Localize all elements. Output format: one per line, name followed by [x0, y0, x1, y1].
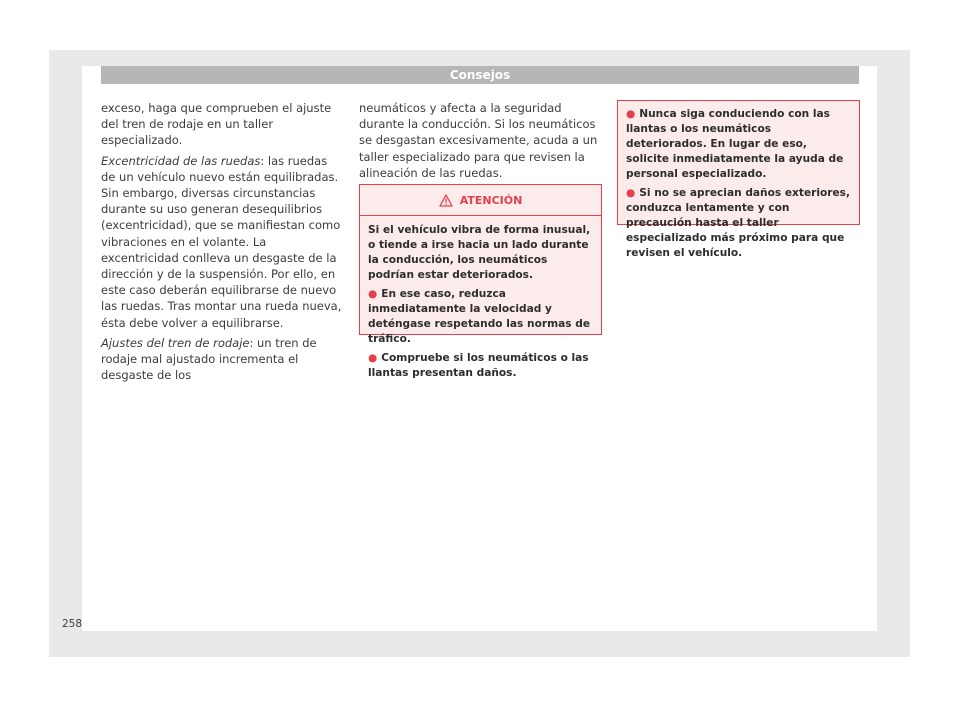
bullet-icon: ●	[626, 187, 636, 199]
warning-box-continued	[617, 100, 860, 259]
warning-header	[360, 185, 601, 216]
term-wheel-eccentricity: Excentricidad de las ruedas	[101, 153, 261, 168]
warning-body	[618, 101, 859, 261]
term-description: : las ruedas de un vehículo nuevo están equilibradas. Sin embargo, diversas circunstancias durante su uso generan desequilibrios (excentricidad), que se manifiestan como vibraciones en el volante. La excentricidad conlleva un desgaste de la dirección y de la suspensión. Por ello, en este caso deberán equilibrarse de nuevo las ruedas. Tras montar una rueda nueva, ésta debe volver a equilibrarse.	[101, 153, 342, 330]
term-suspension-adjustment: Ajustes del tren de rodaje	[101, 335, 250, 350]
warning-bullet: ● En ese caso, reduzca inmediatamente la velocidad y deténgase respetando las normas de tráfico.	[368, 288, 591, 345]
paragraph: neumáticos y afecta a la seguridad durante la conducción. Si los neumáticos se desgastan excesivamente, acuda a un taller especializado para que revisen la alineación de las ruedas.	[359, 101, 598, 180]
bullet-icon: ●	[368, 352, 378, 364]
bullet-icon: ●	[626, 108, 636, 120]
bullet-icon: ●	[368, 288, 378, 300]
paragraph	[101, 335, 343, 384]
warning-title: ATENCIÓN	[459, 193, 523, 207]
paragraph	[101, 153, 343, 331]
page-number: 258	[62, 618, 83, 630]
warning-box	[359, 184, 602, 379]
warning-body	[360, 216, 601, 381]
warning-bullet: ● Compruebe si los neumáticos o las llantas presentan daños.	[368, 352, 589, 379]
warning-triangle-icon	[439, 194, 453, 207]
warning-bullet: ● Si no se aprecian daños exteriores, conduzca lentamente y con precaución hasta el taller especializado más próximo para que revisen el vehículo.	[626, 187, 851, 259]
warning-bullet: ● Nunca siga conduciendo con las llantas o los neumáticos deteriorados. En lugar de eso, solicite inmediatamente la ayuda de personal especializado.	[626, 108, 844, 180]
text-column-middle	[359, 100, 601, 185]
section-header: Consejos	[101, 66, 859, 84]
text-column-left	[101, 100, 343, 387]
term-description: : un tren de rodaje mal ajustado incrementa el desgaste de los	[101, 335, 317, 383]
paragraph: exceso, haga que comprueben el ajuste del tren de rodaje en un taller especializado.	[101, 101, 332, 148]
warning-intro: Si el vehículo vibra de forma inusual, o tiende a irse hacia un lado durante la conducción, los neumáticos podrían estar deteriorados.	[368, 224, 591, 281]
